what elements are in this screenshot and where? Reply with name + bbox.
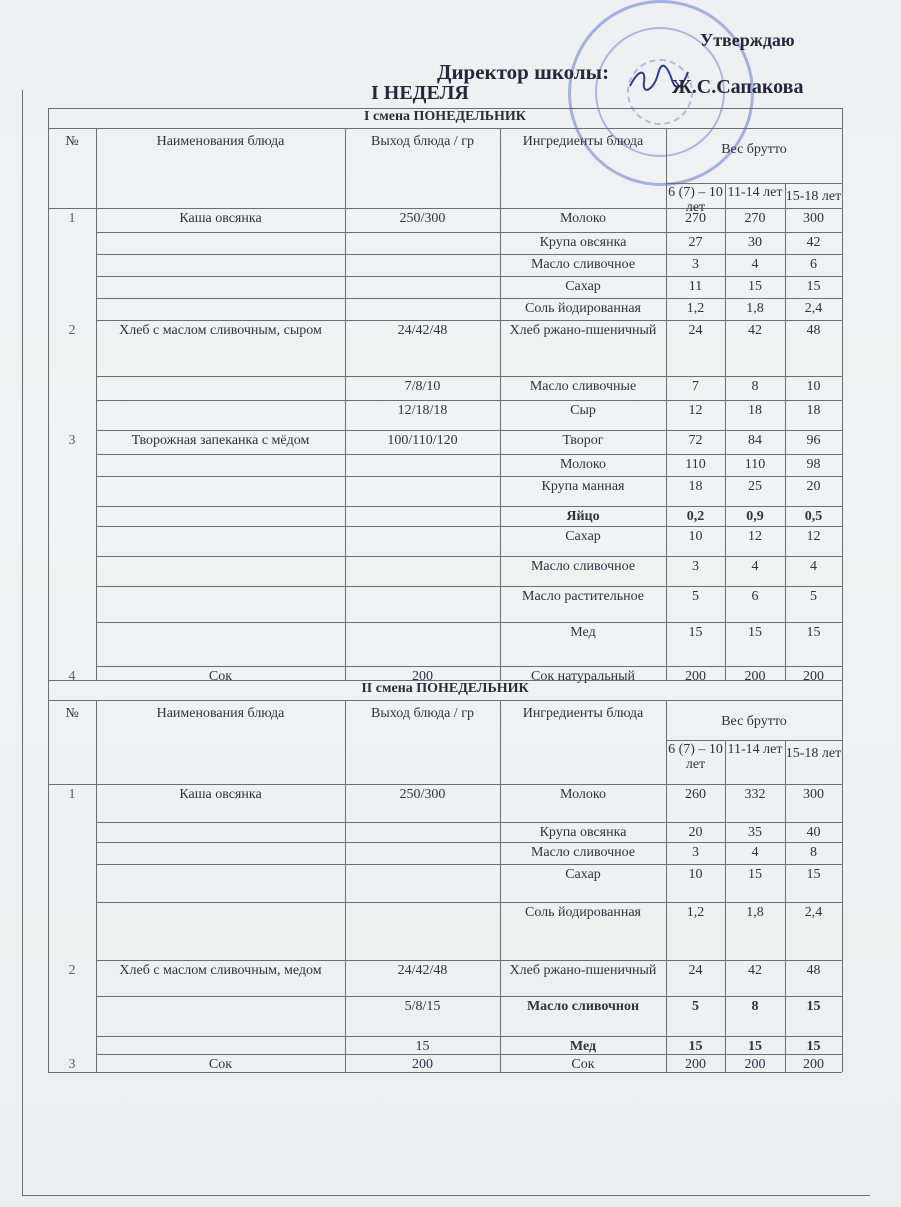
weight-6-10: 10 [688, 867, 703, 882]
grid-line [96, 622, 842, 623]
grid-line [96, 320, 842, 321]
ingredient-name: Сок [571, 1057, 595, 1072]
grid-line [96, 454, 842, 455]
weight-11-14: 270 [744, 211, 766, 226]
dish-name: Сок [208, 1057, 233, 1072]
row-number: 3 [68, 433, 76, 448]
grid-line [96, 430, 842, 431]
weight-15-18: 4 [810, 559, 817, 574]
weight-6-10: 15 [688, 625, 703, 640]
dish-name: Хлеб с маслом сливочным, медом [119, 963, 322, 978]
ingredient-name: Сок натуральный [530, 669, 635, 684]
ingredient-name: Молоко [560, 787, 606, 802]
weight-11-14: 18 [748, 403, 762, 418]
ingredient-name: Крупа манная [541, 479, 625, 494]
ingredient-name: Соль йодированная [524, 905, 641, 920]
weight-11-14: 4 [751, 257, 759, 272]
column-header-no: № [65, 134, 79, 149]
weight-6-10: 27 [688, 235, 703, 250]
weight-15-18: 15 [806, 625, 821, 640]
row-number: 4 [68, 669, 76, 684]
grid-line [666, 740, 842, 741]
weight-6-10: 5 [692, 999, 699, 1014]
ingredient-name: Молоко [560, 211, 606, 226]
dish-output: 250/300 [399, 787, 446, 802]
ingredient-name: Молоко [560, 457, 606, 472]
column-header-age-11-14: 11-14 лет [727, 185, 783, 200]
week-title: I НЕДЕЛЯ [371, 82, 469, 104]
weight-15-18: 2,4 [804, 301, 823, 316]
weight-11-14: 6 [751, 589, 759, 604]
ingredient-name: Крупа овсянка [539, 825, 627, 840]
weight-6-10: 24 [688, 963, 703, 978]
row-number: 2 [68, 323, 76, 338]
weight-15-18: 15 [806, 867, 821, 882]
dish-name: Хлеб с маслом сливочным, сыром [119, 323, 322, 338]
dish-output: 250/300 [399, 211, 446, 226]
weight-15-18: 2,4 [804, 905, 823, 920]
dish-output: 5/8/15 [404, 999, 441, 1014]
column-header-age-11-14: 11-14 лет [727, 742, 783, 757]
row-number: 3 [68, 1057, 76, 1072]
grid-line [48, 108, 49, 680]
grid-line [96, 1036, 842, 1037]
weight-11-14: 200 [744, 669, 766, 684]
weight-15-18: 20 [806, 479, 821, 494]
weight-6-10: 3 [692, 257, 699, 272]
ingredient-name: Крупа овсянка [539, 235, 627, 250]
weight-15-18: 10 [806, 379, 821, 394]
grid-line [96, 128, 97, 680]
grid-line [48, 700, 842, 701]
grid-line [96, 822, 842, 823]
weight-6-10: 260 [685, 787, 706, 802]
grid-line [96, 1054, 842, 1055]
grid-line [500, 128, 501, 680]
grid-line [96, 864, 842, 865]
weight-11-14: 4 [751, 559, 759, 574]
weight-6-10: 18 [688, 479, 703, 494]
grid-line [96, 298, 842, 299]
column-header-weight: Вес брутто [721, 714, 787, 729]
grid-line [96, 232, 842, 233]
weight-6-10: 20 [688, 825, 703, 840]
weight-11-14: 15 [748, 867, 762, 882]
grid-line [666, 183, 842, 184]
weight-6-10: 1,2 [686, 905, 705, 920]
weight-6-10: 0,2 [686, 509, 705, 524]
column-header-dish: Наименования блюда [156, 706, 285, 721]
dish-output: 24/42/48 [397, 963, 448, 978]
weight-15-18: 42 [806, 235, 821, 250]
ingredient-name: Творог [562, 433, 604, 448]
weight-11-14: 4 [751, 845, 759, 860]
dish-name: Каша овсянка [179, 211, 262, 226]
weight-11-14: 1,8 [746, 301, 764, 316]
weight-11-14: 110 [744, 457, 766, 472]
weight-6-10: 24 [688, 323, 703, 338]
dish-output: 15 [415, 1039, 430, 1054]
dish-name: Каша овсянка [179, 787, 262, 802]
column-header-age-6-10: 6 (7) – 10 лет [668, 185, 723, 215]
weight-6-10: 5 [692, 589, 699, 604]
column-header-weight: Вес брутто [721, 142, 787, 157]
weight-15-18: 40 [806, 825, 821, 840]
weight-6-10: 200 [685, 669, 706, 684]
dish-name: Творожная запеканка с мёдом [131, 433, 310, 448]
weight-11-14: 84 [748, 433, 762, 448]
ingredient-name: Масло сливочное [530, 257, 636, 272]
weight-15-18: 15 [806, 1039, 821, 1054]
row-number: 1 [68, 787, 76, 802]
weight-6-10: 1,2 [686, 301, 705, 316]
weight-15-18: 18 [806, 403, 821, 418]
director-label: Директор школы: [437, 60, 610, 84]
grid-line [96, 400, 842, 401]
grid-line [96, 526, 842, 527]
ingredient-name: Сыр [570, 403, 596, 418]
weight-11-14: 15 [748, 279, 762, 294]
director-name: Ж.С.Сапакова [672, 76, 804, 98]
weight-11-14: 1,8 [746, 905, 764, 920]
grid-line [22, 90, 23, 1195]
grid-line [96, 506, 842, 507]
dish-output: 7/8/10 [404, 379, 441, 394]
weight-11-14: 42 [748, 963, 762, 978]
weight-15-18: 6 [810, 257, 817, 272]
weight-15-18: 8 [810, 845, 817, 860]
column-header-age-6-10: 6 (7) – 10 лет [668, 742, 723, 772]
row-number: 2 [68, 963, 76, 978]
grid-line [48, 128, 842, 129]
grid-line [96, 996, 842, 997]
weight-11-14: 25 [748, 479, 762, 494]
grid-line [48, 680, 49, 1072]
weight-11-14: 8 [751, 379, 759, 394]
table1-title: I смена ПОНЕДЕЛЬНИК [364, 109, 526, 124]
grid-line [48, 784, 842, 785]
ingredient-name: Сахар [565, 529, 601, 544]
grid-line [96, 476, 842, 477]
weight-11-14: 35 [748, 825, 762, 840]
weight-15-18: 98 [806, 457, 821, 472]
weight-15-18: 15 [806, 279, 821, 294]
dish-name: Сок [208, 669, 233, 684]
ingredient-name: Масло сливочное [530, 559, 636, 574]
ingredient-name: Масло растительное [522, 589, 644, 604]
weight-11-14: 42 [748, 323, 762, 338]
ingredient-name: Масло сливочные [529, 379, 637, 394]
column-header-age-15-18: 15-18 лет [785, 189, 842, 204]
grid-line [500, 700, 501, 1072]
weight-15-18: 300 [803, 787, 824, 802]
dish-output: 100/110/120 [387, 433, 458, 448]
weight-6-10: 7 [692, 379, 699, 394]
ingredient-name: Мед [569, 1039, 597, 1054]
ingredient-name: Мед [570, 625, 596, 640]
weight-11-14: 15 [748, 625, 762, 640]
weight-15-18: 300 [803, 211, 824, 226]
grid-line [48, 1072, 842, 1073]
grid-line [96, 666, 842, 667]
weight-11-14: 332 [744, 787, 766, 802]
weight-15-18: 200 [803, 669, 824, 684]
grid-line [96, 254, 842, 255]
weight-11-14: 30 [748, 235, 762, 250]
weight-6-10: 72 [688, 433, 703, 448]
grid-line [842, 108, 843, 680]
ingredient-name: Хлеб ржано-пшеничный [509, 323, 657, 338]
weight-6-10: 3 [692, 845, 699, 860]
grid-line [842, 680, 843, 1072]
weight-6-10: 10 [688, 529, 703, 544]
weight-15-18: 48 [806, 963, 821, 978]
grid-line [96, 556, 842, 557]
weight-11-14: 200 [744, 1057, 766, 1072]
grid-line [96, 842, 842, 843]
weight-15-18: 96 [806, 433, 821, 448]
weight-15-18: 0,5 [804, 509, 823, 524]
grid-line [96, 960, 842, 961]
column-header-age-15-18: 15-18 лет [785, 746, 842, 761]
ingredient-name: Масло сливочнон [526, 999, 640, 1014]
column-header-no: № [65, 706, 79, 721]
table2-title: II смена ПОНЕДЕЛЬНИК [361, 681, 529, 696]
grid-line [345, 700, 346, 1072]
weight-11-14: 0,9 [746, 509, 764, 524]
grid-line [96, 902, 842, 903]
grid-line [96, 376, 842, 377]
column-header-output: Выход блюда / гр [371, 706, 474, 721]
weight-6-10: 12 [688, 403, 703, 418]
grid-line [96, 276, 842, 277]
grid-line [96, 586, 842, 587]
weight-6-10: 15 [688, 1039, 703, 1054]
weight-6-10: 11 [688, 279, 703, 294]
weight-11-14: 12 [748, 529, 762, 544]
weight-15-18: 200 [803, 1057, 824, 1072]
ingredient-name: Сахар [565, 279, 601, 294]
weight-6-10: 110 [685, 457, 706, 472]
column-header-ingredients: Ингредиенты блюда [522, 706, 644, 721]
grid-line [22, 1195, 870, 1196]
dish-output: 200 [412, 669, 433, 684]
dish-output: 24/42/48 [397, 323, 448, 338]
dish-output: 12/18/18 [397, 403, 448, 418]
weight-6-10: 200 [685, 1057, 706, 1072]
weight-6-10: 3 [692, 559, 699, 574]
weight-15-18: 15 [806, 999, 821, 1014]
column-header-dish: Наименования блюда [156, 134, 285, 149]
ingredient-name: Соль йодированная [524, 301, 641, 316]
weight-11-14: 8 [751, 999, 759, 1014]
ingredient-name: Сахар [565, 867, 601, 882]
row-number: 1 [68, 211, 76, 226]
approve-label: Утверждаю [700, 30, 795, 50]
weight-11-14: 15 [748, 1039, 762, 1054]
ingredient-name: Хлеб ржано-пшеничный [509, 963, 657, 978]
weight-15-18: 12 [806, 529, 821, 544]
weight-15-18: 48 [806, 323, 821, 338]
column-header-ingredients: Ингредиенты блюда [522, 134, 644, 149]
weight-6-10: 270 [685, 211, 706, 226]
ingredient-name: Масло сливочное [530, 845, 636, 860]
weight-15-18: 5 [810, 589, 817, 604]
column-header-output: Выход блюда / гр [371, 134, 474, 149]
ingredient-name: Яйцо [566, 509, 600, 524]
dish-output: 200 [412, 1057, 433, 1072]
grid-line [96, 700, 97, 1072]
